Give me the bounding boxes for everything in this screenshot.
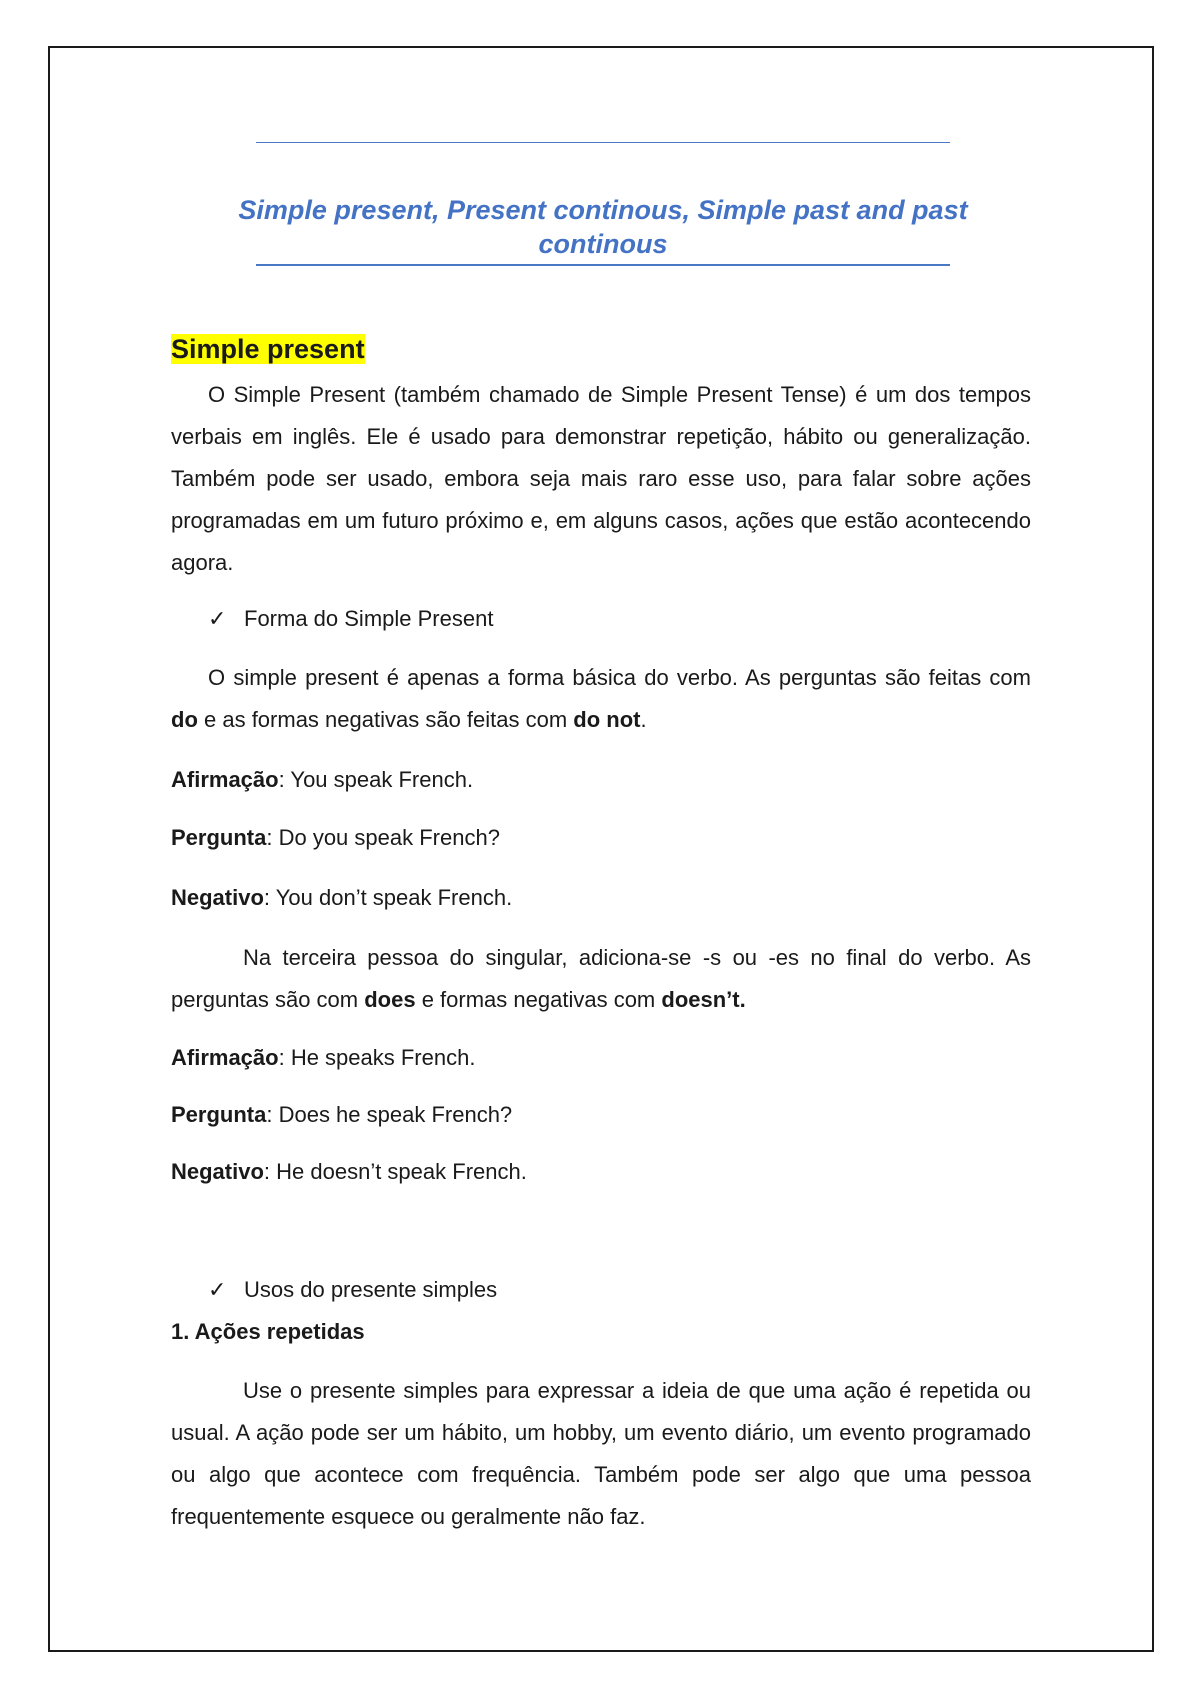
title-top-rule — [256, 142, 950, 143]
title-bottom-rule — [256, 264, 950, 266]
example-label: Afirmação — [171, 767, 279, 792]
example-text: : You don’t speak French. — [263, 885, 513, 910]
usos-bullet-label: Usos do presente simples — [244, 1277, 498, 1302]
third-person-paragraph — [171, 937, 1031, 1021]
forma-bullet-label: Forma do Simple Present — [244, 606, 494, 631]
document-title: Simple present, Present continous, Simple past and past continous — [238, 195, 968, 259]
section-heading-text: Simple present — [171, 334, 365, 364]
checkmark-icon: ✓ — [208, 606, 227, 631]
intro-paragraph: O Simple Present (também chamado de Simple Present Tense) é um dos tempos verbais em inglês. Ele é usado para demonstrar repetição, hábito ou generalização. Também pode ser usado, embora seja mais raro esse uso, para falar sobre ações programadas em um futuro próximo e, em alguns casos, ações que estão acontecendo agora. — [171, 382, 1031, 575]
example-label: Pergunta — [171, 825, 267, 850]
example-label: Afirmação — [171, 1045, 279, 1070]
third-person-bold-doesnt: doesn’t. — [661, 987, 746, 1012]
third-person-bold-does: does — [364, 987, 416, 1012]
example-text: : You speak French. — [278, 767, 474, 792]
forma-bold-do-not: do not — [573, 707, 641, 732]
third-person-text-1: Na terceira pessoa do singular, adiciona-se -s ou -es no final do verbo. As perguntas são com — [171, 945, 1031, 1012]
example1-negative — [171, 883, 512, 913]
example-label: Pergunta — [171, 1102, 267, 1127]
subheading: 1. Ações repetidas — [171, 1319, 365, 1344]
example2-question — [171, 1100, 512, 1130]
example1-question — [171, 823, 500, 853]
forma-bold-do: do — [171, 707, 198, 732]
example2-negative — [171, 1157, 527, 1187]
usos-bullet — [208, 1275, 497, 1305]
example1-affirm — [171, 765, 473, 795]
example-label: Negativo — [171, 885, 264, 910]
section-heading — [171, 330, 365, 368]
checkmark-icon: ✓ — [208, 1277, 227, 1302]
example2-affirm — [171, 1043, 475, 1073]
forma-paragraph — [171, 657, 1031, 741]
example-text: : Do you speak French? — [266, 825, 500, 850]
example-label: Negativo — [171, 1159, 264, 1184]
example-text: : Does he speak French? — [266, 1102, 513, 1127]
forma-text-1: O simple present é apenas a forma básica do verbo. As perguntas são feitas com — [208, 665, 1031, 690]
forma-text-3: . — [640, 707, 647, 732]
example-text: : He speaks French. — [278, 1045, 476, 1070]
third-person-text-2: e formas negativas com — [415, 987, 662, 1012]
example-text: : He doesn’t speak French. — [263, 1159, 527, 1184]
forma-text-2: e as formas negativas são feitas com — [197, 707, 574, 732]
forma-bullet — [208, 604, 493, 634]
usos-paragraph: Use o presente simples para expressar a ideia de que uma ação é repetida ou usual. A ação pode ser um hábito, um hobby, um evento diário, um evento programado ou algo que acontece com frequência. Também pode ser algo que uma pessoa frequentemente esquece ou geralmente não faz. — [171, 1378, 1031, 1529]
